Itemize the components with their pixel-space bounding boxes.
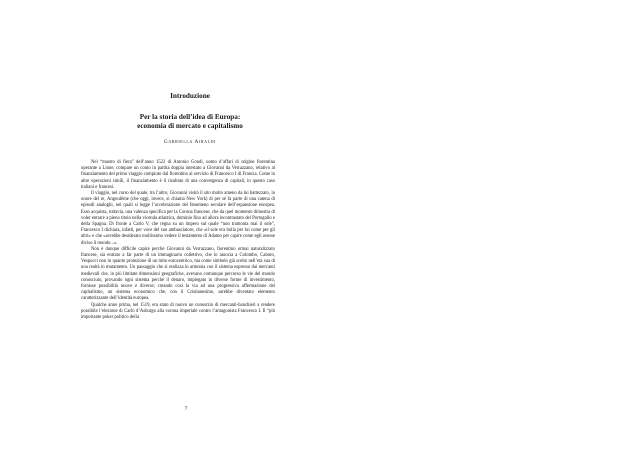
page-number: 7 [184,406,188,412]
essay-title-line-2: economia di mercato e capitalismo [137,121,243,130]
paragraph: Il viaggio, nel corso del quale, tra l’altro, Giovanni visitò il sito molto ameno da lui battezzato, in onore del re, Angoulême (che oggi, invece, si chiama New York) di per sé fa parte di una catena di episodi analoghi, nei quali si legge l’accelerazione del fenomeno secolare dell’espansione europea. Esso acquista, tuttavia, una valenza specifica per la Corona francese, che da quel momento dimostra di voler entrare a pieno titolo nella vicenda atlantica, dominio fino ad allora incontrastato del Portogallo e della Spagna. Di fronte a Carlo V, che regna su un impero sul quale “non tramonta mai il sole”, Francesco I dichiara, infatti, per voce del suo ambasciatore, che «il sole era bolla per lui come per gli altri» e che «avrebbe desiderato moltissimo vedere il testamento di Adamo per capire come egli avesse diviso il mondo...». [81,191,275,246]
section-label: Introduzione [170,92,210,100]
paragraph: Non è dunque difficile capire perché Giovanni da Verrazzano, fiorentino ormai naturalizzato francese, sia entrato a far parte di un immaginario collettivo, che lo associa a Colombo, Caboto, Vespucci non in quanto proiezione di un mito eurocentrico, ma come simbolo già scelto nell’età sua di una realtà in mutamento. Un passaggio che si realizza in armonia con il sistema espresso dai mercanti medievali che, in più limitate dimensioni geografiche, avevano comunque percorso le vie del mondo conosciuto, provando ogni sistema perché il denaro, impiegato in diverse forme di investimento, fornisse possibilità nuove e diverse; creando così la via ad una progressiva affermazione del capitalismo, un sistema economico che, con il Cristianesimo, sarebbe diventato elemento caratterizzante dell’identità europea. [81,246,275,302]
author-name: Gabriella Airaldi [163,139,217,145]
body-text [81,160,275,321]
essay-title [40,113,340,130]
essay-title-line-1: Per la storia dell’idea di Europa: [139,113,241,121]
paragraph: Qualche anno prima, nel 1519, era stato di nuovo un consorzio di mercanti-banchieri a rendere possibile l’elezione di Carlo d’Asburgo alla corona imperiale contro l’antagonista Francesco I. Il “più importante poker politico della [81,302,275,321]
paragraph: Nel “mastro di fiera” dell’anno 1522 di Antonio Gondi, uomo d’affari di origine fiorentina operante a Lione, compare un conto in partita doppia intestato a Giovanni da Verrazzano, relativo al finanziamento del primo viaggio compiuto dal fiorentino al servizio di Francesco I di Francia. Come in altre operazioni simili, il finanziamento è il risultato di una convergenza di capitali, in questo caso italiani e francesi. [81,160,275,190]
